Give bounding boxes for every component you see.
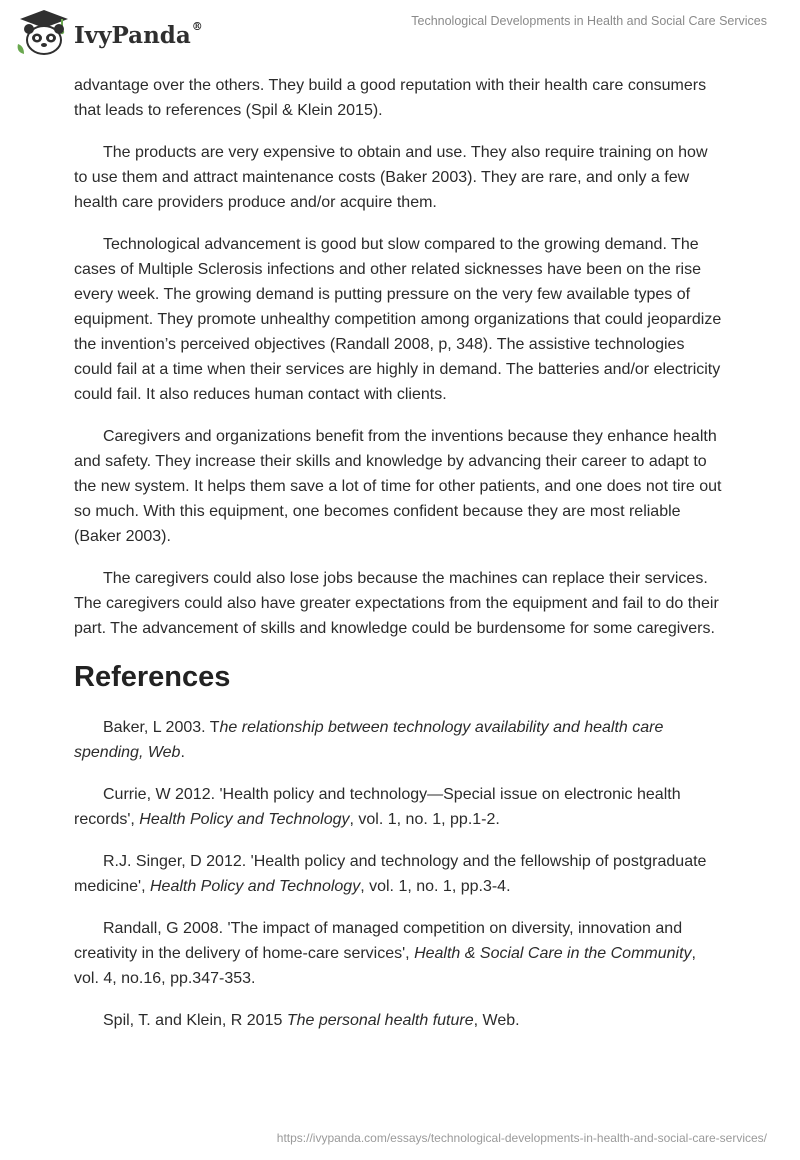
reference-item (74, 916, 724, 991)
reference-suffix: . (180, 744, 185, 761)
reference-item (74, 1008, 724, 1033)
reference-suffix: , vol. 4, no.16, pp.347-353. (74, 945, 696, 987)
reference-text: R.J. Singer, D 2012. 'Health policy and technology and the fellowship of postgraduate medicine', (74, 853, 707, 895)
reference-title: Health Policy and Technology (149, 878, 361, 895)
reference-title: Health & Social Care in the Community (414, 945, 692, 962)
reference-title: The personal health future (286, 1012, 474, 1029)
source-url-link[interactable]: https://ivypanda.com/essays/technological-developments-in-health-and-social-care-services/ (276, 1131, 767, 1145)
page-header (0, 0, 800, 66)
body-paragraph: The caregivers could also lose jobs because the machines can replace their services. The caregivers could also have greater expectations from the equipment and fail to do their part. The advancement of skills and knowledge could be burdensome for some caregivers. (74, 570, 719, 637)
reference-suffix: , vol. 1, no. 1, pp.1-2. (349, 811, 500, 828)
reference-item (74, 849, 724, 899)
reference-suffix: , vol. 1, no. 1, pp.3-4. (360, 878, 511, 895)
reference-text: Randall, G 2008. 'The impact of managed competition on diversity, innovation and creativity in the delivery of home-care services', (74, 920, 683, 962)
brand-name: IvyPanda® (74, 19, 203, 49)
body-paragraph: The products are very expensive to obtain and use. They also require training on how to use them and attract maintenance costs (Baker 2003). They are rare, and only a few health care providers produce and/or acquire them. (74, 144, 708, 211)
reference-text: Baker, L 2003. T (103, 719, 220, 736)
reference-item (74, 715, 724, 765)
registered-mark: ® (191, 19, 203, 33)
reference-title: Health Policy and Technology (139, 811, 350, 828)
body-paragraph: Caregivers and organizations benefit from the inventions because they enhance health and safety. They increase their skills and knowledge by advancing their career to adapt to the new system. It helps them save a lot of time for other patients, and one does not tire out so much. With this equipment, one becomes confident because they are most reliable (Baker 2003). (74, 428, 722, 545)
essay-content (74, 73, 724, 1050)
document-title: Technological Developments in Health and Social Care Services (411, 14, 767, 28)
panda-logo-icon (14, 8, 74, 58)
reference-item (74, 782, 724, 832)
brand-logo[interactable] (14, 8, 203, 58)
reference-text: Spil, T. and Klein, R 2015 (103, 1012, 287, 1029)
body-paragraph: advantage over the others. They build a good reputation with their health care consumers that leads to references (Spil & Klein 2015). (74, 77, 707, 119)
reference-suffix: , Web. (473, 1012, 520, 1029)
references-heading: References (74, 661, 231, 693)
body-paragraph: Technological advancement is good but slow compared to the growing demand. The cases of Multiple Sclerosis infections and other related sicknesses have been on the rise every week. The growing demand is putting pressure on the very few available types of equipment. They promote unhealthy competition among organizations that could jeopardize the invention’s perceived objectives (Randall 2008, p, 348). The assistive technologies could fail at a time when their services are highly in demand. The batteries and/or electricity could fail. It also reduces human contact with clients. (74, 236, 722, 403)
reference-title: he relationship between technology availability and health care spending, Web (74, 719, 664, 761)
reference-text: Currie, W 2012. 'Health policy and technology—Special issue on electronic health records', (74, 786, 681, 828)
